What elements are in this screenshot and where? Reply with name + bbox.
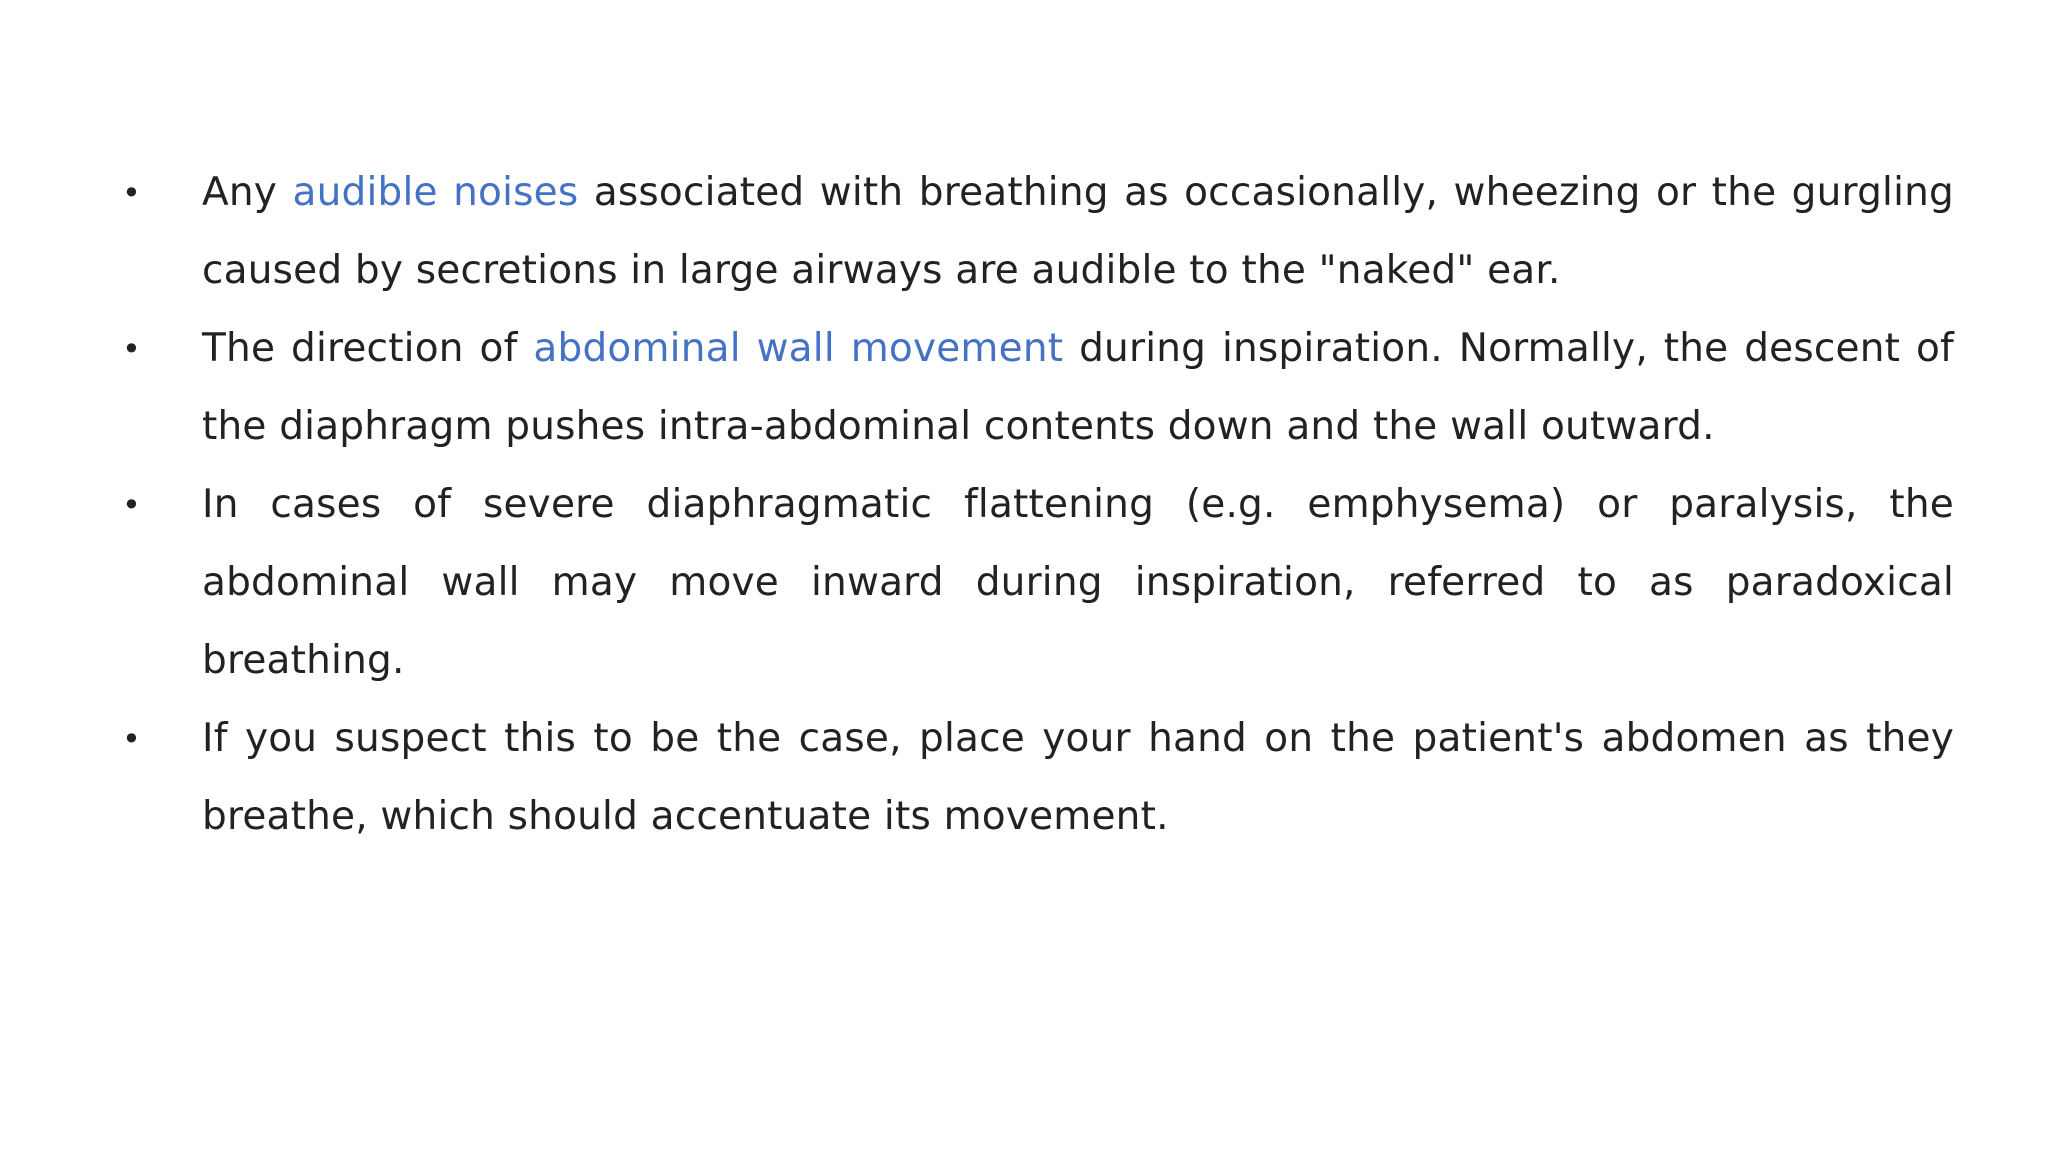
- bullet-marker: •: [122, 486, 142, 524]
- bullet-text: If you suspect this to be the case, place your hand on the patient's abdomen as they breathe, which should accentuate its movement.: [202, 716, 1954, 839]
- bullet-marker: •: [122, 720, 142, 758]
- highlighted-term: abdominal wall movement: [533, 326, 1064, 371]
- bullet-marker: •: [122, 174, 142, 212]
- bullet-item-paradoxical-breathing: [122, 466, 1954, 700]
- bullet-text: The direction of: [202, 326, 534, 371]
- bullet-item-audible-noises: [122, 154, 1954, 310]
- bullet-list: [122, 154, 1954, 856]
- bullet-text: associated with breathing as occasionally, wheezing or the gurgling caused by secretions in large airways are audible to the "naked" ear.: [202, 170, 1954, 293]
- highlighted-term: audible noises: [292, 170, 579, 215]
- bullet-text: Any: [202, 170, 293, 215]
- bullet-item-abdominal-wall-movement: [122, 310, 1954, 466]
- bullet-text: In cases of severe diaphragmatic flattening (e.g. emphysema) or paralysis, the abdominal wall may move inward during inspiration, referred to as paradoxical breathing.: [202, 482, 1954, 683]
- bullet-item-hand-on-abdomen: [122, 700, 1954, 856]
- bullet-text: during inspiration. Normally, the descent of the diaphragm pushes intra-abdominal contents down and the wall outward.: [202, 326, 1954, 449]
- bullet-marker: •: [122, 330, 142, 368]
